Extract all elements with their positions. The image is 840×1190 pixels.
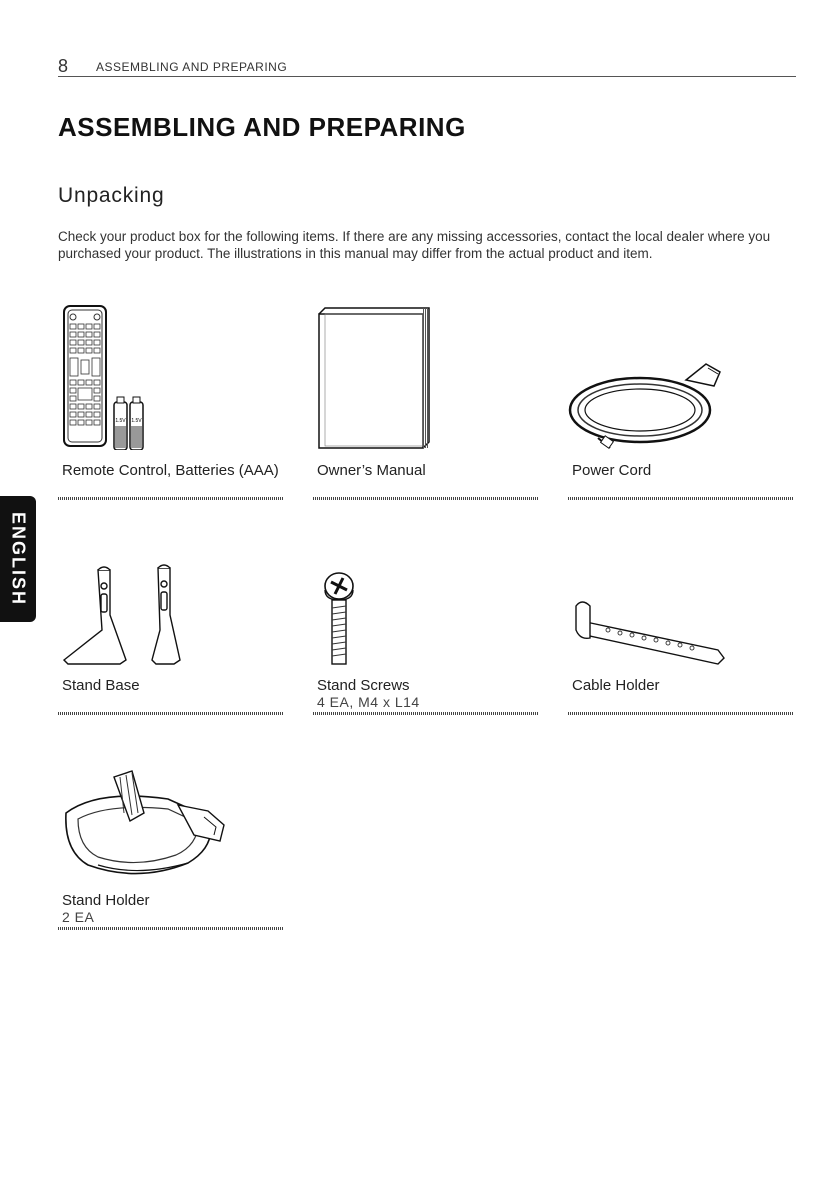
item-divider bbox=[58, 497, 284, 500]
item-name: Cable Holder bbox=[572, 677, 660, 694]
item-owners-manual bbox=[313, 300, 539, 510]
page-title: ASSEMBLING AND PREPARING bbox=[58, 112, 466, 142]
running-title: ASSEMBLING AND PREPARING bbox=[96, 60, 288, 74]
item-stand-base bbox=[58, 555, 284, 725]
page-number: 8 bbox=[58, 56, 69, 76]
item-divider bbox=[58, 927, 284, 930]
power-cord-icon bbox=[568, 300, 794, 450]
svg-text:1.5V: 1.5V bbox=[115, 418, 126, 424]
item-quantity: 4 EA, M4 x L14 bbox=[317, 694, 420, 710]
manual-icon bbox=[313, 300, 539, 450]
section-title: Unpacking bbox=[58, 184, 165, 207]
section-intro: Check your product box for the following items. If there are any missing accessories, contact the local dealer where you purchased your product. The illustrations in this manual may differ from the actual product and item. bbox=[58, 229, 771, 261]
item-power-cord bbox=[568, 300, 794, 510]
screw-icon bbox=[313, 560, 539, 670]
item-stand-screws bbox=[313, 555, 539, 725]
item-name: Stand Holder bbox=[62, 892, 150, 909]
language-tab-label: ENGLISH bbox=[8, 511, 29, 607]
remote-control-icon bbox=[58, 300, 284, 450]
svg-text:1.5V: 1.5V bbox=[131, 418, 142, 424]
item-name: Stand Screws bbox=[317, 677, 410, 694]
item-divider bbox=[568, 497, 794, 500]
item-divider bbox=[58, 712, 284, 715]
item-remote-control bbox=[58, 300, 284, 510]
battery-icon bbox=[114, 397, 143, 450]
page-header bbox=[58, 56, 796, 77]
item-name: Remote Control, Batteries (AAA) bbox=[62, 462, 279, 479]
item-divider bbox=[313, 497, 539, 500]
cable-holder-icon bbox=[568, 560, 794, 670]
item-name: Owner’s Manual bbox=[317, 462, 426, 479]
item-stand-holder bbox=[58, 765, 284, 940]
stand-base-icon bbox=[58, 560, 284, 670]
item-divider bbox=[568, 712, 794, 715]
item-name: Power Cord bbox=[572, 462, 652, 479]
item-name: Stand Base bbox=[62, 677, 140, 694]
item-cable-holder bbox=[568, 555, 794, 725]
stand-holder-icon bbox=[58, 765, 284, 883]
item-quantity: 2 EA bbox=[62, 909, 95, 925]
item-divider bbox=[313, 712, 539, 715]
language-tab bbox=[0, 496, 36, 622]
